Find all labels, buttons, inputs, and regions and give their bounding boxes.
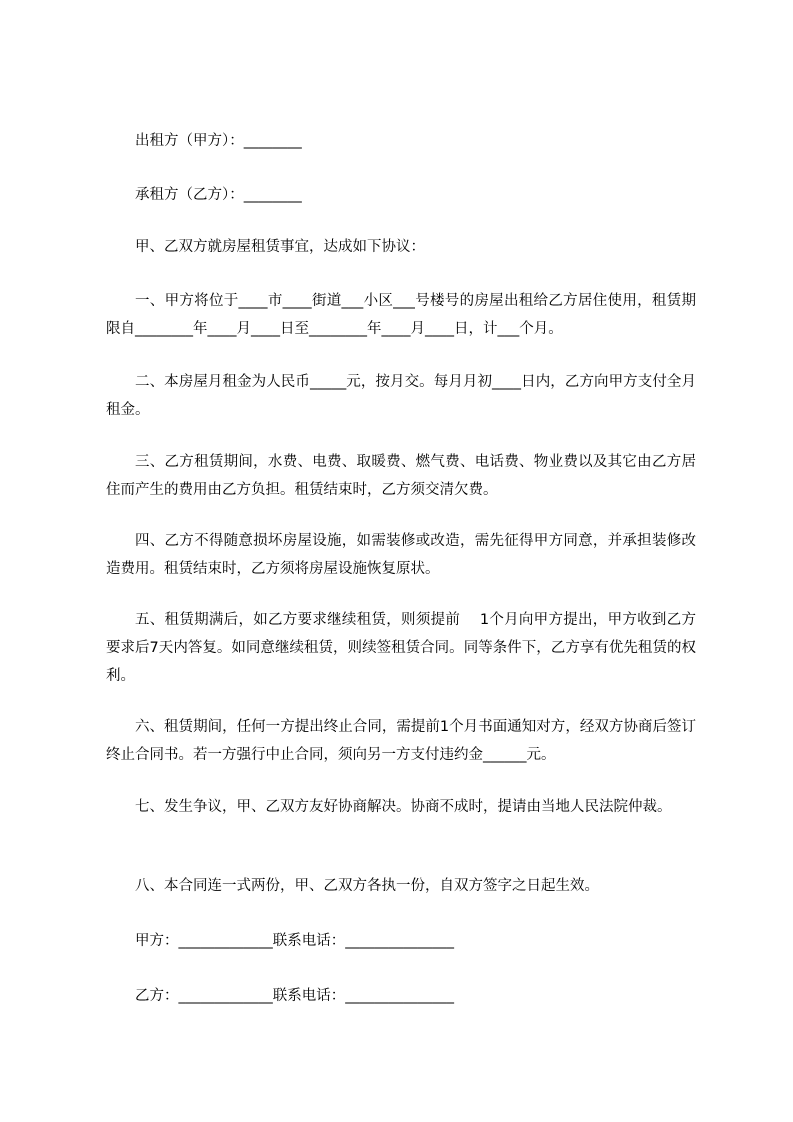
clause-1: 一、甲方将位于____市____街道___小区___号楼号的房屋出租给乙方居住使用，租赁期限自________年____月____日至________年____月____日，计___个月。: [106, 293, 696, 337]
lessee-line: 承租方（乙方）：________: [135, 187, 302, 203]
lessor-line: 出租方（甲方）：________: [135, 133, 302, 149]
party-b-signature-line: 乙方：_____________联系电话：_______________: [135, 988, 454, 1004]
clause-8: 八、本合同连一式两份，甲、乙双方各执一份，自双方签字之日起生效。: [135, 878, 599, 894]
party-a-signature-line: 甲方：_____________联系电话：_______________: [135, 933, 454, 949]
clause-7: 七、发生争议，甲、乙双方友好协商解决。协商不成时，提请由当地人民法院仲裁。: [135, 799, 672, 815]
clause-4: 四、乙方不得随意损坏房屋设施，如需装修或改造，需先征得甲方同意，并承担装修改造费用。租赁结束时，乙方须将房屋设施恢复原状。: [106, 533, 696, 577]
clause-6: 六、租赁期间，任何一方提出终止合同，需提前1个月书面通知对方，经双方协商后签订终止合同书。若一方强行中止合同，须向另一方支付违约金______元。: [106, 719, 696, 763]
clause-3: 三、乙方租赁期间，水费、电费、取暖费、燃气费、电话费、物业费以及其它由乙方居住而产生的费用由乙方负担。租赁结束时，乙方须交清欠费。: [106, 454, 696, 498]
clause-5: 五、租赁期满后，如乙方要求继续租赁，则须提前 1个月向甲方提出，甲方收到乙方要求后7天内答复。如同意继续租赁，则续签租赁合同。同等条件下，乙方享有优先租赁的权利。: [106, 612, 696, 684]
intro-line: 甲、乙双方就房屋租赁事宜，达成如下协议：: [135, 239, 425, 255]
clause-2: 二、本房屋月租金为人民币_____元，按月交。每月月初____日内，乙方向甲方支付全月租金。: [106, 374, 696, 418]
